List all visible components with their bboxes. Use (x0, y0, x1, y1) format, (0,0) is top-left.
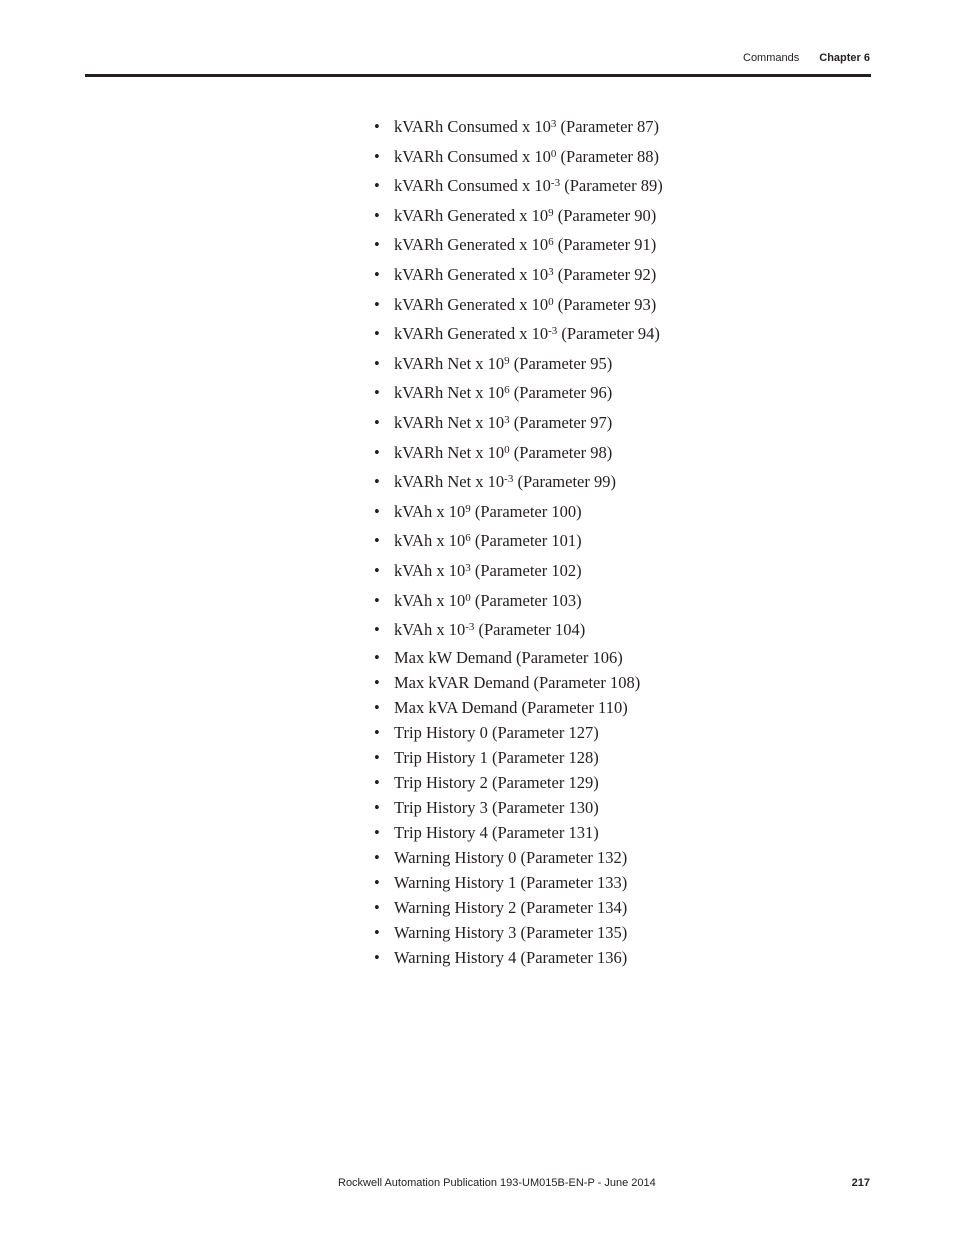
bullet-icon: • (374, 383, 380, 403)
list-item (374, 720, 663, 745)
list-item (374, 378, 663, 408)
bullet-icon: • (374, 235, 380, 255)
item-parameter: (Parameter 90) (553, 205, 657, 225)
list-item (374, 290, 663, 320)
list-item (374, 230, 663, 260)
item-text: kVARh Consumed x 10 (394, 117, 551, 136)
bullet-icon: • (374, 590, 380, 610)
item-exponent: 3 (550, 118, 557, 130)
item-exponent: 0 (465, 591, 471, 604)
bullet-icon: • (374, 264, 380, 284)
list-item (374, 895, 663, 920)
list-item (374, 260, 663, 290)
bullet-icon: • (374, 672, 380, 692)
bullet-icon: • (374, 872, 380, 892)
item-text: kVARh Generated x 10 (394, 294, 549, 314)
item-text: Warning History 1 (Parameter 133) (394, 872, 628, 892)
bullet-icon: • (374, 560, 380, 580)
item-parameter: (Parameter 100) (470, 501, 582, 521)
bullet-icon: • (374, 647, 380, 667)
running-header (743, 52, 870, 64)
list-item (374, 201, 663, 231)
bullet-icon: • (374, 324, 380, 344)
item-text: Trip History 2 (Parameter 129) (394, 772, 599, 792)
list-item (374, 615, 663, 645)
item-parameter: (Parameter 97) (509, 412, 613, 432)
list-item (374, 408, 663, 438)
item-text: kVARh Generated x 10 (394, 235, 549, 255)
item-text: kVAh x 10 (394, 560, 466, 580)
list-item (374, 467, 663, 497)
item-text: kVARh Net x 10 (394, 472, 505, 492)
bullet-icon: • (374, 772, 380, 792)
item-text: kVAh x 10 (394, 531, 466, 551)
parameter-list (374, 112, 663, 970)
item-parameter: (Parameter 98) (509, 442, 613, 462)
bullet-icon: • (374, 897, 380, 917)
bullet-icon: • (374, 353, 380, 373)
item-text: Trip History 0 (Parameter 127) (394, 722, 599, 742)
item-exponent: 3 (548, 265, 554, 278)
item-parameter: (Parameter 96) (509, 383, 613, 403)
list-item (374, 820, 663, 845)
item-exponent: -3 (550, 177, 561, 190)
item-parameter: (Parameter 104) (474, 620, 586, 640)
list-item (374, 438, 663, 468)
list-item (374, 670, 663, 695)
item-parameter: (Parameter 102) (470, 560, 582, 580)
bullet-icon: • (374, 797, 380, 817)
list-item (374, 845, 663, 870)
bullet-icon: • (374, 620, 380, 640)
item-text: kVARh Net x 10 (394, 353, 505, 373)
list-item (374, 695, 663, 720)
bullet-icon: • (374, 294, 380, 314)
item-text: kVAh x 10 (394, 501, 466, 521)
bullet-icon: • (374, 847, 380, 867)
item-text: kVARh Consumed x 10 (394, 146, 551, 166)
item-text: kVARh Generated x 10 (394, 264, 549, 284)
item-text: Warning History 2 (Parameter 134) (394, 897, 628, 917)
list-item (374, 526, 663, 556)
bullet-icon: • (374, 412, 380, 432)
item-parameter: (Parameter 88) (556, 146, 660, 166)
item-text: Trip History 1 (Parameter 128) (394, 747, 599, 767)
item-exponent: -3 (465, 621, 475, 634)
item-exponent: 9 (504, 354, 510, 367)
item-text: kVAh x 10 (394, 620, 466, 640)
list-item (374, 586, 663, 616)
item-exponent: 3 (504, 413, 510, 426)
item-parameter: (Parameter 89) (560, 176, 663, 196)
item-exponent: 0 (504, 443, 510, 456)
item-exponent: 6 (465, 532, 471, 545)
bullet-icon: • (374, 747, 380, 767)
item-parameter: (Parameter 99) (513, 472, 616, 492)
item-exponent: 9 (548, 206, 554, 219)
list-item (374, 112, 663, 142)
bullet-icon: • (374, 947, 380, 967)
list-item (374, 945, 663, 970)
item-parameter: (Parameter 103) (470, 590, 582, 610)
bullet-icon: • (374, 205, 380, 225)
list-item (374, 497, 663, 527)
bullet-icon: • (374, 472, 380, 492)
bullet-icon: • (374, 922, 380, 942)
list-item (374, 770, 663, 795)
item-exponent: -3 (504, 473, 514, 486)
item-exponent: 9 (465, 502, 471, 515)
footer-publication: Rockwell Automation Publication 193-UM015B-EN-P - June 2014 (338, 1177, 656, 1189)
item-text: kVAh x 10 (394, 590, 466, 610)
item-text: Max kVA Demand (Parameter 110) (394, 697, 628, 717)
item-text: Trip History 3 (Parameter 130) (394, 797, 599, 817)
list-item (374, 870, 663, 895)
list-item (374, 645, 663, 670)
item-exponent: 6 (548, 236, 554, 249)
item-parameter: (Parameter 91) (553, 235, 657, 255)
item-text: kVARh Net x 10 (394, 442, 505, 462)
item-parameter: (Parameter 95) (509, 353, 613, 373)
item-exponent: 3 (465, 561, 471, 574)
item-exponent: 6 (504, 384, 510, 397)
item-text: Max kVAR Demand (Parameter 108) (394, 672, 641, 692)
list-item (374, 745, 663, 770)
item-text: Warning History 3 (Parameter 135) (394, 922, 628, 942)
item-parameter: (Parameter 87) (556, 117, 660, 136)
list-item (374, 920, 663, 945)
list-item (374, 171, 663, 201)
item-text: Max kW Demand (Parameter 106) (394, 647, 623, 667)
bullet-icon: • (374, 722, 380, 742)
item-text: kVARh Net x 10 (394, 383, 505, 403)
item-text: kVARh Net x 10 (394, 412, 505, 432)
item-text: kVARh Consumed x 10 (394, 176, 551, 196)
list-item (374, 319, 663, 349)
item-exponent: 0 (548, 295, 554, 308)
bullet-icon: • (374, 442, 380, 462)
item-text: kVARh Generated x 10 (394, 205, 549, 225)
item-text: Trip History 4 (Parameter 131) (394, 822, 599, 842)
item-text: kVARh Generated x 10 (394, 324, 549, 344)
list-item (374, 795, 663, 820)
item-exponent: 0 (550, 147, 557, 160)
bullet-icon: • (374, 822, 380, 842)
bullet-icon: • (374, 117, 380, 136)
list-item (374, 349, 663, 379)
bullet-icon: • (374, 176, 380, 196)
list-item (374, 556, 663, 586)
header-chapter: Chapter 6 (819, 52, 870, 64)
header-rule (85, 74, 871, 77)
bullet-icon: • (374, 697, 380, 717)
item-parameter: (Parameter 92) (553, 264, 657, 284)
item-parameter: (Parameter 94) (557, 324, 660, 344)
bullet-icon: • (374, 531, 380, 551)
item-parameter: (Parameter 101) (470, 531, 582, 551)
item-text: Warning History 4 (Parameter 136) (394, 947, 628, 967)
item-exponent: -3 (548, 325, 558, 338)
item-text: Warning History 0 (Parameter 132) (394, 847, 628, 867)
page-number: 217 (851, 1177, 870, 1189)
header-section: Commands (743, 52, 800, 64)
item-parameter: (Parameter 93) (553, 294, 657, 314)
list-item (374, 142, 663, 172)
bullet-icon: • (374, 146, 380, 166)
bullet-icon: • (374, 501, 380, 521)
